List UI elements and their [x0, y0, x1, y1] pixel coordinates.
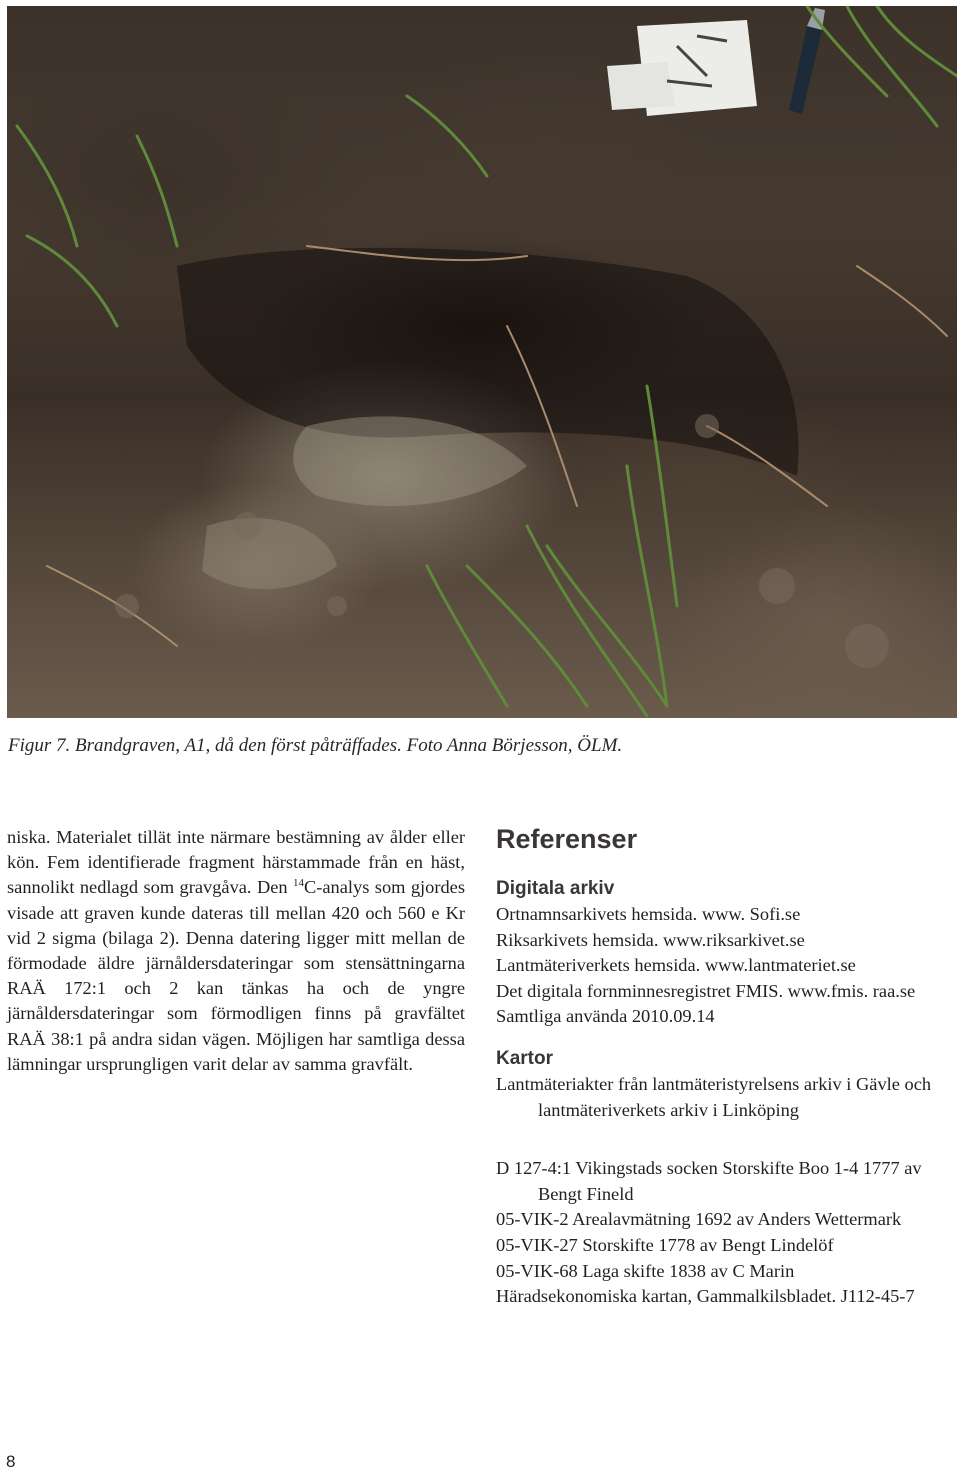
reference-item: Lantmäteriverkets hemsida. www.lantmateriet.se	[496, 955, 856, 976]
map-reference-item: 05-VIK-2 Arealavmätning 1692 av Anders Wettermark	[496, 1209, 902, 1230]
maps-heading: Kartor	[496, 1047, 554, 1069]
body-paragraph: niska. Materialet tillät inte närmare bestämning av ålder eller kön. Fem identifierade fragment härstammade från en häst, sannolikt nedlagd som gravgåva. Den $^{14}$C-analys som gjordes visade att graven kunde dateras till mellan 420 och 560 e Kr vid 2 sigma (bilaga 2). Denna datering ligger mitt mellan de förmodade äldre järnåldersdateringar som stensättningarna RAÄ 172:1 och 2 kan tänkas ha och de yngre järnåldersdateringar som förmodligen finns på gravfältet RAÄ 38:1 på andra sidan vägen. Möjligen har samtliga dessa lämningar ursprungligen varit delar av samma gravfält.	[7, 827, 465, 1074]
digital-archives-list	[496, 902, 936, 1030]
excavation-photo	[7, 6, 957, 718]
map-reference-item: D 127-4:1 Vikingstads socken Storskifte Boo 1-4 1777 av Bengt Fineld	[496, 1158, 922, 1204]
reference-item: Riksarkivets hemsida. www.riksarkivet.se	[496, 929, 805, 950]
paper-label	[607, 20, 757, 116]
map-reference-item: 05-VIK-68 Laga skifte 1838 av C Marin	[496, 1260, 795, 1281]
reference-item: Samtliga använda 2010.09.14	[496, 1006, 715, 1027]
digital-archives-heading: Digitala arkiv	[496, 878, 615, 899]
maps-list	[496, 1156, 936, 1310]
reference-item: Ortnamnsarkivets hemsida. www. Sofi.se	[496, 904, 801, 924]
map-reference-item: Häradsekonomiska kartan, Gammalkilsbladet. J112-45-7	[496, 1286, 915, 1307]
figure-caption: Figur 7. Brandgraven, A1, då den först påträffades. Foto Anna Börjesson, ÖLM.	[8, 735, 623, 756]
body-text	[7, 825, 465, 1077]
references-section	[496, 822, 936, 1310]
reference-item: Det digitala fornminnesregistret FMIS. www.fmis. raa.se	[496, 980, 916, 1001]
references-heading: Referenser	[496, 824, 638, 854]
map-reference-item: 05-VIK-27 Storskifte 1778 av Bengt Lindelöf	[496, 1234, 834, 1255]
page-number: 8	[6, 1452, 16, 1471]
maps-intro-text: Lantmäteriakter från lantmäteristyrelsens arkiv i Gävle och lantmäteriverkets arkiv i Linköping	[496, 1073, 932, 1120]
maps-intro	[496, 1072, 936, 1123]
photo-illustration	[7, 6, 957, 718]
